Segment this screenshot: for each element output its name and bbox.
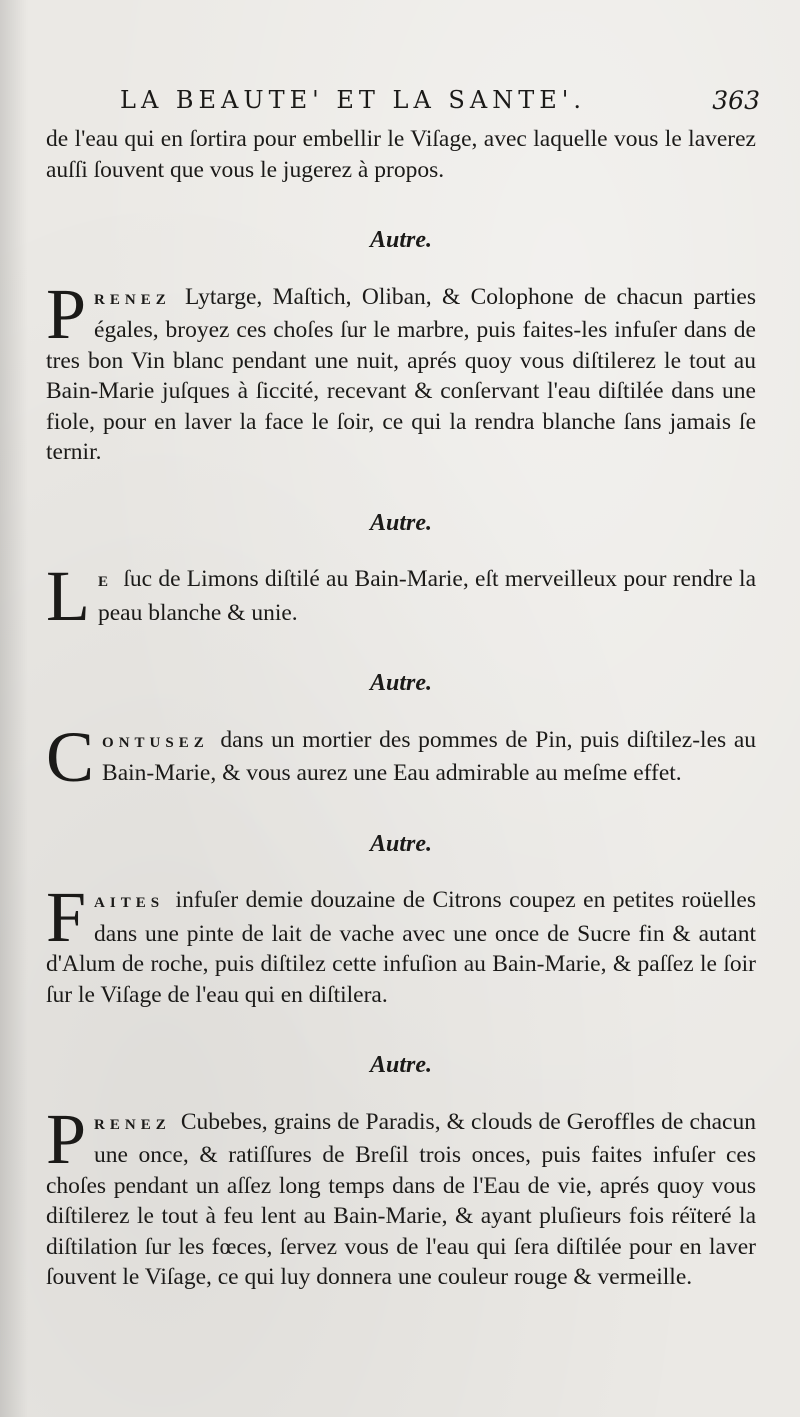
recipe-heading: Autre. [369, 509, 432, 536]
recipe-text: dans un mortier des pommes de Pin, puis diſtilez-les au Bain-Marie, & vous aurez une Eau admirable au meſme effet. [102, 726, 757, 786]
lead-word: AITES [94, 895, 165, 911]
recipe-heading: Autre. [369, 227, 432, 253]
lead-word: RENEZ [94, 291, 171, 308]
drop-cap: C [46, 716, 95, 797]
page-header [120, 86, 760, 126]
lead-word: E [97, 574, 113, 590]
recipe-heading: Autre. [369, 670, 432, 696]
recipe-paragraph [46, 556, 757, 636]
continuation-paragraph: de l'eau qui en ſortira pour embellir le Viſage, avec laquelle vous le laverez auſſi ſouvent que vous le jugerez à propos. [46, 126, 756, 183]
recipe-text: ſuc de Limons diſtilé au Bain-Marie, eſt merveilleux pour rendre la peau blanche & unie. [97, 566, 757, 626]
running-title: LA BEAUTE' ET LA SANTE'. [120, 86, 586, 114]
recipe-paragraph [46, 877, 757, 1010]
page-number: 363 [712, 86, 760, 115]
drop-cap: L [46, 556, 90, 636]
drop-cap: P [46, 273, 87, 354]
recipe-paragraph [46, 273, 756, 468]
recipe-paragraph [46, 716, 757, 797]
page-gutter-shadow [0, 0, 28, 1417]
recipe-text: Cubebes, grains de Paradis, & clouds de Geroffles de chacun une once, & ratiſſures de Breſil trois onces, puis faites infuſer ces choſes pendant un aſſez long temps dans de l'Eau de vie, aprés quoy vous diſtilerez le tout à feu lent au Bain-Marie, & ayant pluſieurs fois réïteré la diſtilation ſur les fœces, ſervez vous de l'eau qui ſera diſtilée pour en laver ſouvent le Viſage, ce qui luy donnera une couleur rouge & vermeille. [46, 1108, 756, 1290]
drop-cap: P [46, 1098, 87, 1179]
lead-word: RENEZ [94, 1116, 171, 1133]
recipe-heading: Autre. [369, 830, 432, 857]
recipe-text: infuſer demie douzaine de Citrons coupez en petites roüelles dans une pinte de lait de vache avec une once de Sucre fin & autant d'Alum de roche, puis diſtilez cette infuſion au Bain-Marie, & paſſez le ſoir ſur le Viſage de l'eau qui en diſtilera. [46, 887, 757, 1008]
lead-word: ONTUSEZ [102, 734, 209, 751]
recipe-heading: Autre. [369, 1052, 432, 1078]
drop-cap: F [46, 877, 87, 957]
recipe-paragraph [46, 1098, 756, 1293]
page-body [46, 124, 756, 1293]
recipe-text: Lytarge, Maſtich, Oliban, & Colophone de chacun parties égales, broyez ces choſes ſur le marbre, puis faites-les infuſer dans de tres bon Vin blanc pendant une nuit, aprés quoy vous diſtilerez le tout au Bain-Marie juſques à ſiccité, recevant & conſervant l'eau diſtilée dans une fiole, pour en laver la face le ſoir, ce qui la rendra blanche ſans jamais ſe ternir. [46, 283, 756, 465]
